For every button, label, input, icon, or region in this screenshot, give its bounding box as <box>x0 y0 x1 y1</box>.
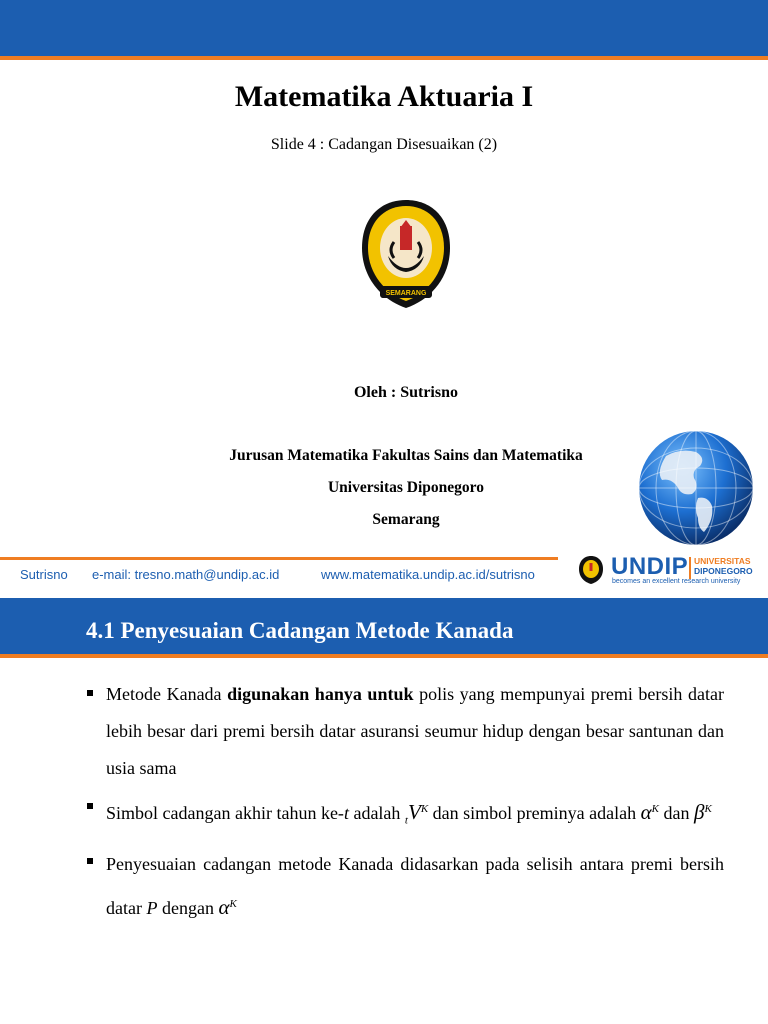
bullet1-text-end: polis yang mempunyai premi bersih datar lebih besar dari premi bersih datar asuransi seumur hidup dengan besar santunan dan usia sama <box>106 684 724 778</box>
superscript-K: K <box>229 897 237 910</box>
footer-accent-line <box>0 557 558 560</box>
bullet-item <box>84 676 724 787</box>
slide-subtitle: Slide 4 : Cadangan Disesuaikan (2) <box>270 136 498 153</box>
bullet2-text-mid: adalah <box>348 803 405 823</box>
logo-divider <box>689 557 691 579</box>
globe-icon <box>636 428 756 548</box>
slide-title: Matematika Aktuaria I <box>234 80 534 113</box>
subscript-t: t <box>404 814 408 827</box>
bullet-list <box>84 676 724 928</box>
logo-tagline: becomes an excellent research university <box>612 578 741 585</box>
author-line: Oleh : Sutrisno <box>353 384 458 401</box>
var-P: P <box>146 897 158 918</box>
var-alpha: α <box>218 894 230 919</box>
superscript-K: K <box>420 803 429 815</box>
university-seal-logo <box>358 196 454 312</box>
bullet2-text: Simbol cadangan akhir tahun ke- <box>106 803 344 823</box>
bullet3-text: Penyesuaian cadangan metode Kanada didasarkan pada selisih antara premi bersih datar <box>106 853 724 918</box>
header-bar <box>0 0 768 56</box>
department-line: Jurusan Matematika Fakultas Sains dan Matematika <box>229 447 583 464</box>
slide-heading: 4.1 Penyesuaian Cadangan Metode Kanada <box>86 618 514 643</box>
bullet-item <box>84 789 724 842</box>
undip-seal-icon <box>578 555 604 585</box>
var-V: V <box>407 800 421 824</box>
city-line: Semarang <box>372 511 440 528</box>
logo-subtext-1: UNIVERSITAS <box>694 556 751 566</box>
bullet3-text-mid: dengan <box>157 897 219 918</box>
bullet1-emphasis: digunakan hanya untuk <box>227 684 414 704</box>
header-accent-line <box>0 56 768 60</box>
bullet2-text-mid2: dan simbol preminya adalah <box>432 803 641 823</box>
bullet1-text: Metode Kanada <box>106 684 228 704</box>
footer-email: e-mail: tresno.math@undip.ac.id <box>92 567 280 582</box>
superscript-K: K <box>704 803 712 815</box>
footer-name: Sutrisno <box>20 567 68 582</box>
content-slide <box>0 598 768 1024</box>
bullet-item <box>84 844 724 928</box>
footer-website: www.matematika.undip.ac.id/sutrisno <box>321 567 535 582</box>
svg-text:SEMARANG: SEMARANG <box>385 290 427 297</box>
university-line: Universitas Diponegoro <box>327 479 484 496</box>
superscript-K: K <box>651 803 659 815</box>
undip-logo-text: UNDIP <box>611 553 689 580</box>
heading-accent-line <box>0 654 768 658</box>
bullet2-dan: dan <box>658 803 694 823</box>
var-alpha: α <box>640 800 652 824</box>
var-beta: β <box>693 800 705 824</box>
var-t: t <box>343 803 349 823</box>
logo-subtext-2: DIPONEGORO <box>694 566 753 576</box>
